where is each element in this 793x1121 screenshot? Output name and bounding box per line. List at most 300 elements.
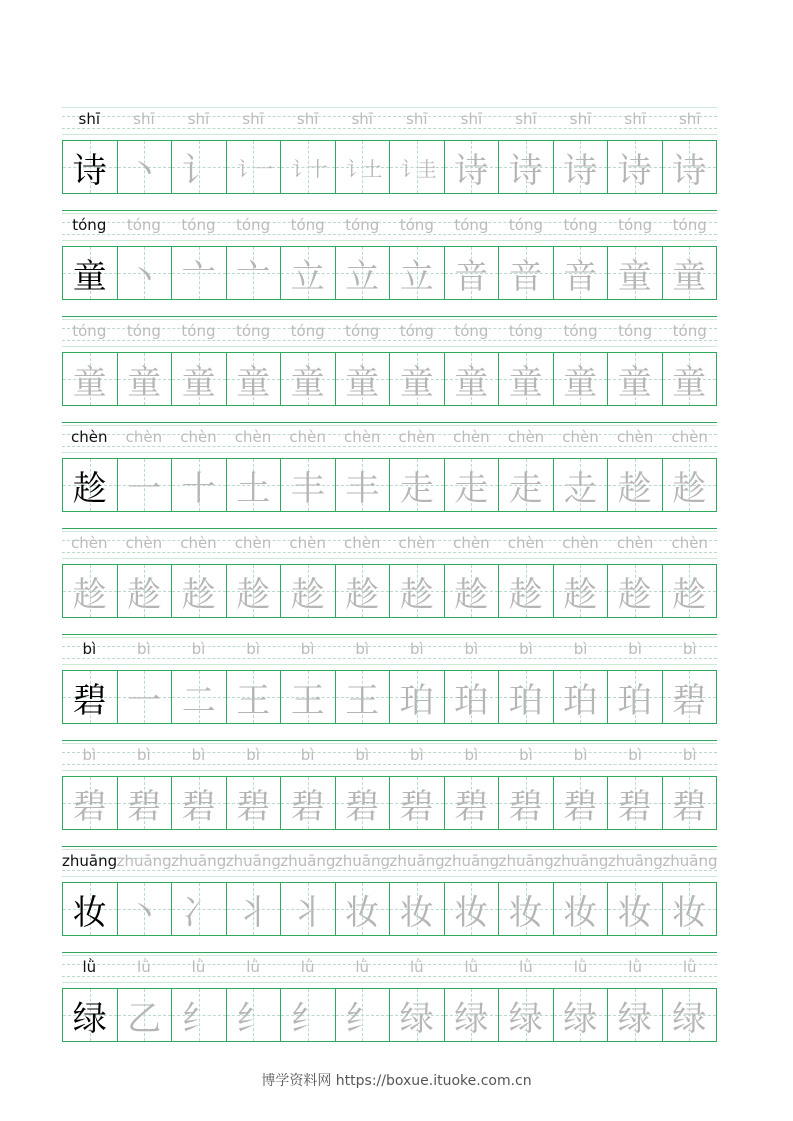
- pinyin-label: lǜ: [300, 958, 315, 976]
- trace-character: 亠: [181, 256, 216, 297]
- pinyin-label: shī: [678, 110, 701, 128]
- tian-grid-cell[interactable]: [498, 141, 553, 193]
- pinyin-label: lǜ: [409, 958, 424, 976]
- tian-grid-cell[interactable]: [498, 989, 553, 1041]
- model-character: 趁: [72, 468, 107, 509]
- character-row: [62, 564, 717, 618]
- trace-character: 丶: [127, 150, 162, 191]
- tian-grid-cell[interactable]: [553, 141, 608, 193]
- practice-block: [62, 955, 717, 1055]
- tian-grid-cell[interactable]: [389, 353, 444, 405]
- trace-character: 诗: [672, 150, 707, 191]
- tian-grid-cell[interactable]: [335, 141, 390, 193]
- pinyin-label: chèn: [343, 534, 381, 552]
- tian-grid-cell[interactable]: [117, 883, 172, 935]
- tian-grid-cell[interactable]: [117, 671, 172, 723]
- tian-grid-cell[interactable]: [444, 565, 499, 617]
- tian-grid-cell[interactable]: [171, 353, 226, 405]
- tian-grid-cell[interactable]: [226, 247, 281, 299]
- pinyin-label: tóng: [236, 216, 271, 234]
- character-row: [62, 246, 717, 300]
- trace-character: 赱: [563, 468, 598, 509]
- tian-grid-cell[interactable]: [171, 459, 226, 511]
- pinyin-label: shī: [351, 110, 373, 128]
- block-separator: [62, 422, 717, 423]
- pinyin-label: tóng: [454, 216, 489, 234]
- tian-grid-cell[interactable]: [444, 883, 499, 935]
- trace-character: 立: [290, 256, 325, 297]
- trace-character: 讠圭: [400, 156, 433, 181]
- trace-character: 妆: [345, 892, 380, 933]
- tian-grid-cell[interactable]: [662, 883, 717, 935]
- pinyin-label: bì: [682, 640, 697, 658]
- trace-character: 碧: [454, 786, 489, 827]
- tian-grid-cell[interactable]: [607, 777, 662, 829]
- tian-grid-cell[interactable]: [553, 671, 608, 723]
- pinyin-label: chèn: [398, 428, 436, 446]
- trace-character: 绿: [399, 998, 434, 1039]
- tian-grid-cell[interactable]: [171, 141, 226, 193]
- tian-grid-cell[interactable]: [63, 777, 117, 829]
- trace-character: 童: [181, 362, 216, 403]
- practice-block: [62, 425, 717, 525]
- tian-grid-cell[interactable]: [662, 247, 717, 299]
- trace-character: 童: [508, 362, 543, 403]
- trace-character: 童: [290, 362, 325, 403]
- tian-grid-cell[interactable]: [171, 883, 226, 935]
- tian-grid-cell[interactable]: [607, 989, 662, 1041]
- pinyin-label: zhuāng: [498, 852, 554, 870]
- tian-grid-cell[interactable]: [226, 671, 281, 723]
- pinyin-label: bì: [628, 640, 642, 658]
- tian-grid-cell[interactable]: [117, 565, 172, 617]
- pinyin-label: bì: [246, 746, 260, 764]
- tian-grid-cell[interactable]: [444, 459, 499, 511]
- tian-grid-cell[interactable]: [553, 565, 608, 617]
- trace-character: 妆: [508, 892, 543, 933]
- trace-character: 绿: [454, 998, 489, 1039]
- tian-grid-cell[interactable]: [444, 989, 499, 1041]
- pinyin-label: shī: [460, 110, 483, 128]
- tian-grid-cell[interactable]: [335, 989, 390, 1041]
- pinyin-label: bì: [409, 746, 424, 764]
- tian-grid-cell[interactable]: [63, 459, 117, 511]
- tian-grid-cell[interactable]: [171, 671, 226, 723]
- trace-character: 绿: [672, 998, 707, 1039]
- tian-grid-cell[interactable]: [662, 459, 717, 511]
- tian-grid-cell[interactable]: [662, 565, 717, 617]
- pinyin-label: tóng: [618, 216, 653, 234]
- pinyin-label: chèn: [71, 428, 108, 446]
- pinyin-label: tóng: [345, 216, 380, 234]
- trace-character: 诗: [617, 150, 652, 191]
- trace-character: 童: [454, 362, 489, 403]
- trace-character: 趁: [617, 468, 652, 509]
- model-character: 妆: [72, 892, 107, 933]
- trace-character: 趁: [290, 574, 325, 615]
- trace-character: 碧: [563, 786, 598, 827]
- tian-grid-cell[interactable]: [280, 247, 335, 299]
- practice-block: [62, 107, 717, 207]
- pinyin-label: shī: [133, 110, 155, 128]
- tian-grid-cell[interactable]: [389, 671, 444, 723]
- trace-character: 趁: [672, 574, 707, 615]
- pinyin-label: chèn: [343, 428, 381, 446]
- pinyin-label: tóng: [399, 322, 434, 340]
- tian-grid-cell[interactable]: [607, 565, 662, 617]
- tian-grid-cell[interactable]: [226, 777, 281, 829]
- tian-grid-cell[interactable]: [280, 989, 335, 1041]
- trace-character: 立: [345, 256, 380, 297]
- pinyin-label: tóng: [672, 216, 707, 234]
- pinyin-label: zhuāng: [444, 852, 500, 870]
- trace-character: 走: [399, 468, 434, 509]
- trace-character: 亠: [236, 256, 271, 297]
- trace-character: 丬: [236, 892, 271, 933]
- pinyin-label: zhuāng: [662, 852, 718, 870]
- pinyin-label: tóng: [618, 322, 653, 340]
- pinyin-label: bì: [519, 746, 533, 764]
- tian-grid-cell[interactable]: [226, 141, 281, 193]
- footer-source: 博学资料网 https://boxue.ituoke.com.cn: [261, 1073, 532, 1089]
- pinyin-label: chèn: [616, 534, 654, 552]
- trace-character: 碧: [508, 786, 543, 827]
- tian-grid-cell[interactable]: [117, 353, 172, 405]
- tian-grid-cell[interactable]: [226, 459, 281, 511]
- pinyin-label: bì: [137, 640, 151, 658]
- trace-character: 走: [454, 468, 489, 509]
- block-separator: [62, 528, 717, 529]
- pinyin-label: lǜ: [573, 958, 588, 976]
- pinyin-label: chèn: [453, 534, 490, 552]
- tian-grid-cell[interactable]: [662, 671, 717, 723]
- trace-character: 碧: [127, 786, 162, 827]
- pinyin-label: chèn: [507, 428, 545, 446]
- pinyin-label: tóng: [672, 322, 707, 340]
- tian-grid-cell[interactable]: [389, 247, 444, 299]
- tian-grid-cell[interactable]: [226, 565, 281, 617]
- pinyin-label: bì: [355, 640, 370, 658]
- pinyin-label: chèn: [125, 534, 163, 552]
- trace-character: 碧: [345, 786, 380, 827]
- trace-character: 童: [236, 362, 271, 403]
- pinyin-label: tóng: [508, 216, 543, 234]
- trace-character: 碧: [399, 786, 434, 827]
- block-separator: [62, 952, 717, 953]
- pinyin-label: chèn: [125, 428, 163, 446]
- pinyin-label: lǜ: [82, 958, 97, 976]
- tian-grid-cell[interactable]: [63, 883, 117, 935]
- tian-grid-cell[interactable]: [498, 459, 553, 511]
- trace-character: 纟: [290, 998, 325, 1039]
- tian-grid-cell[interactable]: [171, 777, 226, 829]
- tian-grid-cell[interactable]: [117, 459, 172, 511]
- pinyin-label: chèn: [616, 428, 654, 446]
- pinyin-label: tóng: [72, 216, 107, 234]
- trace-character: 丶: [127, 892, 162, 933]
- tian-grid-cell[interactable]: [498, 883, 553, 935]
- tian-grid-cell[interactable]: [389, 459, 444, 511]
- pinyin-label: chèn: [71, 534, 108, 552]
- tian-grid-cell[interactable]: [607, 671, 662, 723]
- trace-character: 讠一: [237, 156, 270, 181]
- trace-character: 诗: [563, 150, 598, 191]
- tian-grid-cell[interactable]: [662, 353, 717, 405]
- tian-grid-cell[interactable]: [335, 353, 390, 405]
- model-character: 绿: [72, 998, 107, 1039]
- pinyin-label: shī: [406, 110, 428, 128]
- trace-character: 讠土: [346, 156, 379, 181]
- tian-grid-cell[interactable]: [444, 777, 499, 829]
- trace-character: 丰: [290, 468, 325, 509]
- model-character: 童: [72, 256, 107, 297]
- trace-character: 王: [290, 680, 325, 721]
- practice-block: [62, 849, 717, 949]
- tian-grid-cell[interactable]: [498, 671, 553, 723]
- tian-grid-cell[interactable]: [662, 141, 717, 193]
- pinyin-label: tóng: [399, 216, 434, 234]
- trace-character: 碧: [181, 786, 216, 827]
- trace-character: 王: [345, 680, 380, 721]
- tian-grid-cell[interactable]: [171, 989, 226, 1041]
- tian-grid-cell[interactable]: [280, 565, 335, 617]
- trace-character: 一: [127, 680, 162, 721]
- trace-character: 趁: [236, 574, 271, 615]
- pinyin-label: chèn: [562, 534, 599, 552]
- character-row: [62, 776, 717, 830]
- tian-grid-cell[interactable]: [335, 565, 390, 617]
- pinyin-label: bì: [682, 746, 697, 764]
- tian-grid-cell[interactable]: [63, 141, 117, 193]
- tian-grid-cell[interactable]: [171, 247, 226, 299]
- trace-character: 纟: [181, 998, 216, 1039]
- trace-character: 珀: [454, 680, 489, 721]
- tian-grid-cell[interactable]: [553, 883, 608, 935]
- trace-character: 趁: [563, 574, 598, 615]
- tian-grid-cell[interactable]: [553, 989, 608, 1041]
- tian-grid-cell[interactable]: [280, 671, 335, 723]
- tian-grid-cell[interactable]: [117, 989, 172, 1041]
- tian-grid-cell[interactable]: [444, 353, 499, 405]
- tian-grid-cell[interactable]: [607, 247, 662, 299]
- pinyin-label: bì: [246, 640, 260, 658]
- pinyin-label: bì: [82, 746, 97, 764]
- trace-character: 趁: [399, 574, 434, 615]
- trace-character: 纟: [345, 998, 380, 1039]
- pinyin-label: zhuāng: [62, 852, 118, 870]
- tian-grid-cell[interactable]: [335, 247, 390, 299]
- tian-grid-cell[interactable]: [335, 883, 390, 935]
- character-row: [62, 140, 717, 194]
- trace-character: 绿: [508, 998, 543, 1039]
- tian-grid-cell[interactable]: [389, 989, 444, 1041]
- pinyin-label: tóng: [126, 322, 161, 340]
- trace-character: 立: [399, 256, 434, 297]
- practice-block: [62, 637, 717, 737]
- pinyin-label: bì: [191, 640, 206, 658]
- pinyin-label: bì: [137, 746, 151, 764]
- pinyin-label: tóng: [563, 216, 598, 234]
- pinyin-label: lǜ: [519, 958, 533, 976]
- pinyin-label: bì: [191, 746, 206, 764]
- pinyin-label: zhuāng: [553, 852, 609, 870]
- tian-grid-cell[interactable]: [389, 883, 444, 935]
- trace-character: 绿: [563, 998, 598, 1039]
- tian-grid-cell[interactable]: [498, 247, 553, 299]
- tian-grid-cell[interactable]: [389, 565, 444, 617]
- trace-character: 碧: [617, 786, 652, 827]
- pinyin-label: chèn: [180, 534, 217, 552]
- pinyin-label: shī: [569, 110, 592, 128]
- trace-character: 趁: [127, 574, 162, 615]
- tian-grid-cell[interactable]: [63, 671, 117, 723]
- pinyin-label: shī: [515, 110, 537, 128]
- tian-grid-cell[interactable]: [607, 883, 662, 935]
- pinyin-label: zhuāng: [171, 852, 227, 870]
- block-separator: [62, 740, 717, 741]
- pinyin-label: bì: [573, 640, 588, 658]
- pinyin-label: bì: [573, 746, 588, 764]
- trace-character: 趁: [454, 574, 489, 615]
- tian-grid-cell[interactable]: [607, 353, 662, 405]
- tian-grid-cell[interactable]: [662, 777, 717, 829]
- tian-grid-cell[interactable]: [335, 671, 390, 723]
- tian-grid-cell[interactable]: [280, 777, 335, 829]
- pinyin-label: lǜ: [464, 958, 479, 976]
- tian-grid-cell[interactable]: [444, 671, 499, 723]
- trace-character: 童: [563, 362, 598, 403]
- tian-grid-cell[interactable]: [389, 141, 444, 193]
- pinyin-label: tóng: [345, 322, 380, 340]
- pinyin-label: chèn: [234, 534, 272, 552]
- pinyin-label: bì: [628, 746, 642, 764]
- trace-character: 童: [617, 362, 652, 403]
- tian-grid-cell[interactable]: [553, 459, 608, 511]
- practice-block: [62, 213, 717, 313]
- character-row: [62, 670, 717, 724]
- guide-line: [62, 446, 717, 447]
- pinyin-label: lǜ: [355, 958, 370, 976]
- pinyin-label: bì: [464, 640, 479, 658]
- tian-grid-cell[interactable]: [553, 247, 608, 299]
- pinyin-label: zhuāng: [389, 852, 445, 870]
- tian-grid-cell[interactable]: [389, 777, 444, 829]
- guide-line: [62, 764, 717, 765]
- pinyin-label: shī: [624, 110, 646, 128]
- tian-grid-cell[interactable]: [171, 565, 226, 617]
- guide-line: [62, 658, 717, 659]
- trace-character: 珀: [563, 680, 598, 721]
- tian-grid-cell[interactable]: [553, 353, 608, 405]
- trace-character: 童: [127, 362, 162, 403]
- tian-grid-cell[interactable]: [117, 777, 172, 829]
- tian-grid-cell[interactable]: [226, 883, 281, 935]
- tian-grid-cell[interactable]: [117, 247, 172, 299]
- trace-character: 绿: [617, 998, 652, 1039]
- tian-grid-cell[interactable]: [498, 565, 553, 617]
- trace-character: 碧: [290, 786, 325, 827]
- tian-grid-cell[interactable]: [280, 353, 335, 405]
- pinyin-label: tóng: [181, 216, 216, 234]
- pinyin-label: chèn: [289, 534, 326, 552]
- tian-grid-cell[interactable]: [226, 989, 281, 1041]
- tian-grid-cell[interactable]: [280, 459, 335, 511]
- trace-character: 妆: [563, 892, 598, 933]
- trace-character: 童: [617, 256, 652, 297]
- trace-character: 趁: [181, 574, 216, 615]
- tian-grid-cell[interactable]: [444, 247, 499, 299]
- tian-grid-cell[interactable]: [553, 777, 608, 829]
- pinyin-label: bì: [464, 746, 479, 764]
- pinyin-label: tóng: [126, 216, 161, 234]
- trace-character: 童: [672, 256, 707, 297]
- trace-character: 童: [72, 362, 107, 403]
- tian-grid-cell[interactable]: [63, 247, 117, 299]
- guide-line: [62, 552, 717, 553]
- tian-grid-cell[interactable]: [226, 353, 281, 405]
- trace-character: 丰: [345, 468, 380, 509]
- trace-character: 讠: [181, 150, 216, 191]
- pinyin-label: chèn: [671, 534, 708, 552]
- tian-grid-cell[interactable]: [63, 565, 117, 617]
- tian-grid-cell[interactable]: [662, 989, 717, 1041]
- pinyin-label: chèn: [398, 534, 436, 552]
- tian-grid-cell[interactable]: [117, 141, 172, 193]
- tian-grid-cell[interactable]: [280, 141, 335, 193]
- trace-character: 王: [236, 680, 271, 721]
- pinyin-label: chèn: [289, 428, 326, 446]
- tian-grid-cell[interactable]: [498, 777, 553, 829]
- trace-character: 趁: [345, 574, 380, 615]
- pinyin-label: shī: [296, 110, 319, 128]
- block-separator: [62, 210, 717, 211]
- character-row: [62, 988, 717, 1042]
- trace-character: 音: [563, 256, 598, 297]
- pinyin-label: zhuāng: [607, 852, 663, 870]
- pinyin-label: lǜ: [246, 958, 260, 976]
- tian-grid-cell[interactable]: [280, 883, 335, 935]
- pinyin-label: lǜ: [628, 958, 642, 976]
- trace-character: 童: [345, 362, 380, 403]
- tian-grid-cell[interactable]: [63, 353, 117, 405]
- pinyin-label: tóng: [454, 322, 489, 340]
- tian-grid-cell[interactable]: [444, 141, 499, 193]
- pinyin-label: tóng: [236, 322, 271, 340]
- trace-character: 珀: [617, 680, 652, 721]
- tian-grid-cell[interactable]: [335, 777, 390, 829]
- pinyin-label: chèn: [507, 534, 545, 552]
- pinyin-label: shī: [187, 110, 210, 128]
- trace-character: 纟: [236, 998, 271, 1039]
- trace-character: 乙: [127, 998, 162, 1039]
- trace-character: 妆: [617, 892, 652, 933]
- block-separator: [62, 316, 717, 317]
- character-row: [62, 458, 717, 512]
- trace-character: 碧: [236, 786, 271, 827]
- trace-character: 妆: [454, 892, 489, 933]
- trace-character: 丶: [127, 256, 162, 297]
- tian-grid-cell[interactable]: [607, 141, 662, 193]
- trace-character: 一: [127, 468, 162, 509]
- trace-character: 趁: [672, 468, 707, 509]
- tian-grid-cell[interactable]: [63, 989, 117, 1041]
- pinyin-label: tóng: [290, 322, 325, 340]
- trace-character: 讠十: [291, 156, 324, 181]
- tian-grid-cell[interactable]: [335, 459, 390, 511]
- tian-grid-cell[interactable]: [498, 353, 553, 405]
- pinyin-label: zhuāng: [225, 852, 281, 870]
- tian-grid-cell[interactable]: [607, 459, 662, 511]
